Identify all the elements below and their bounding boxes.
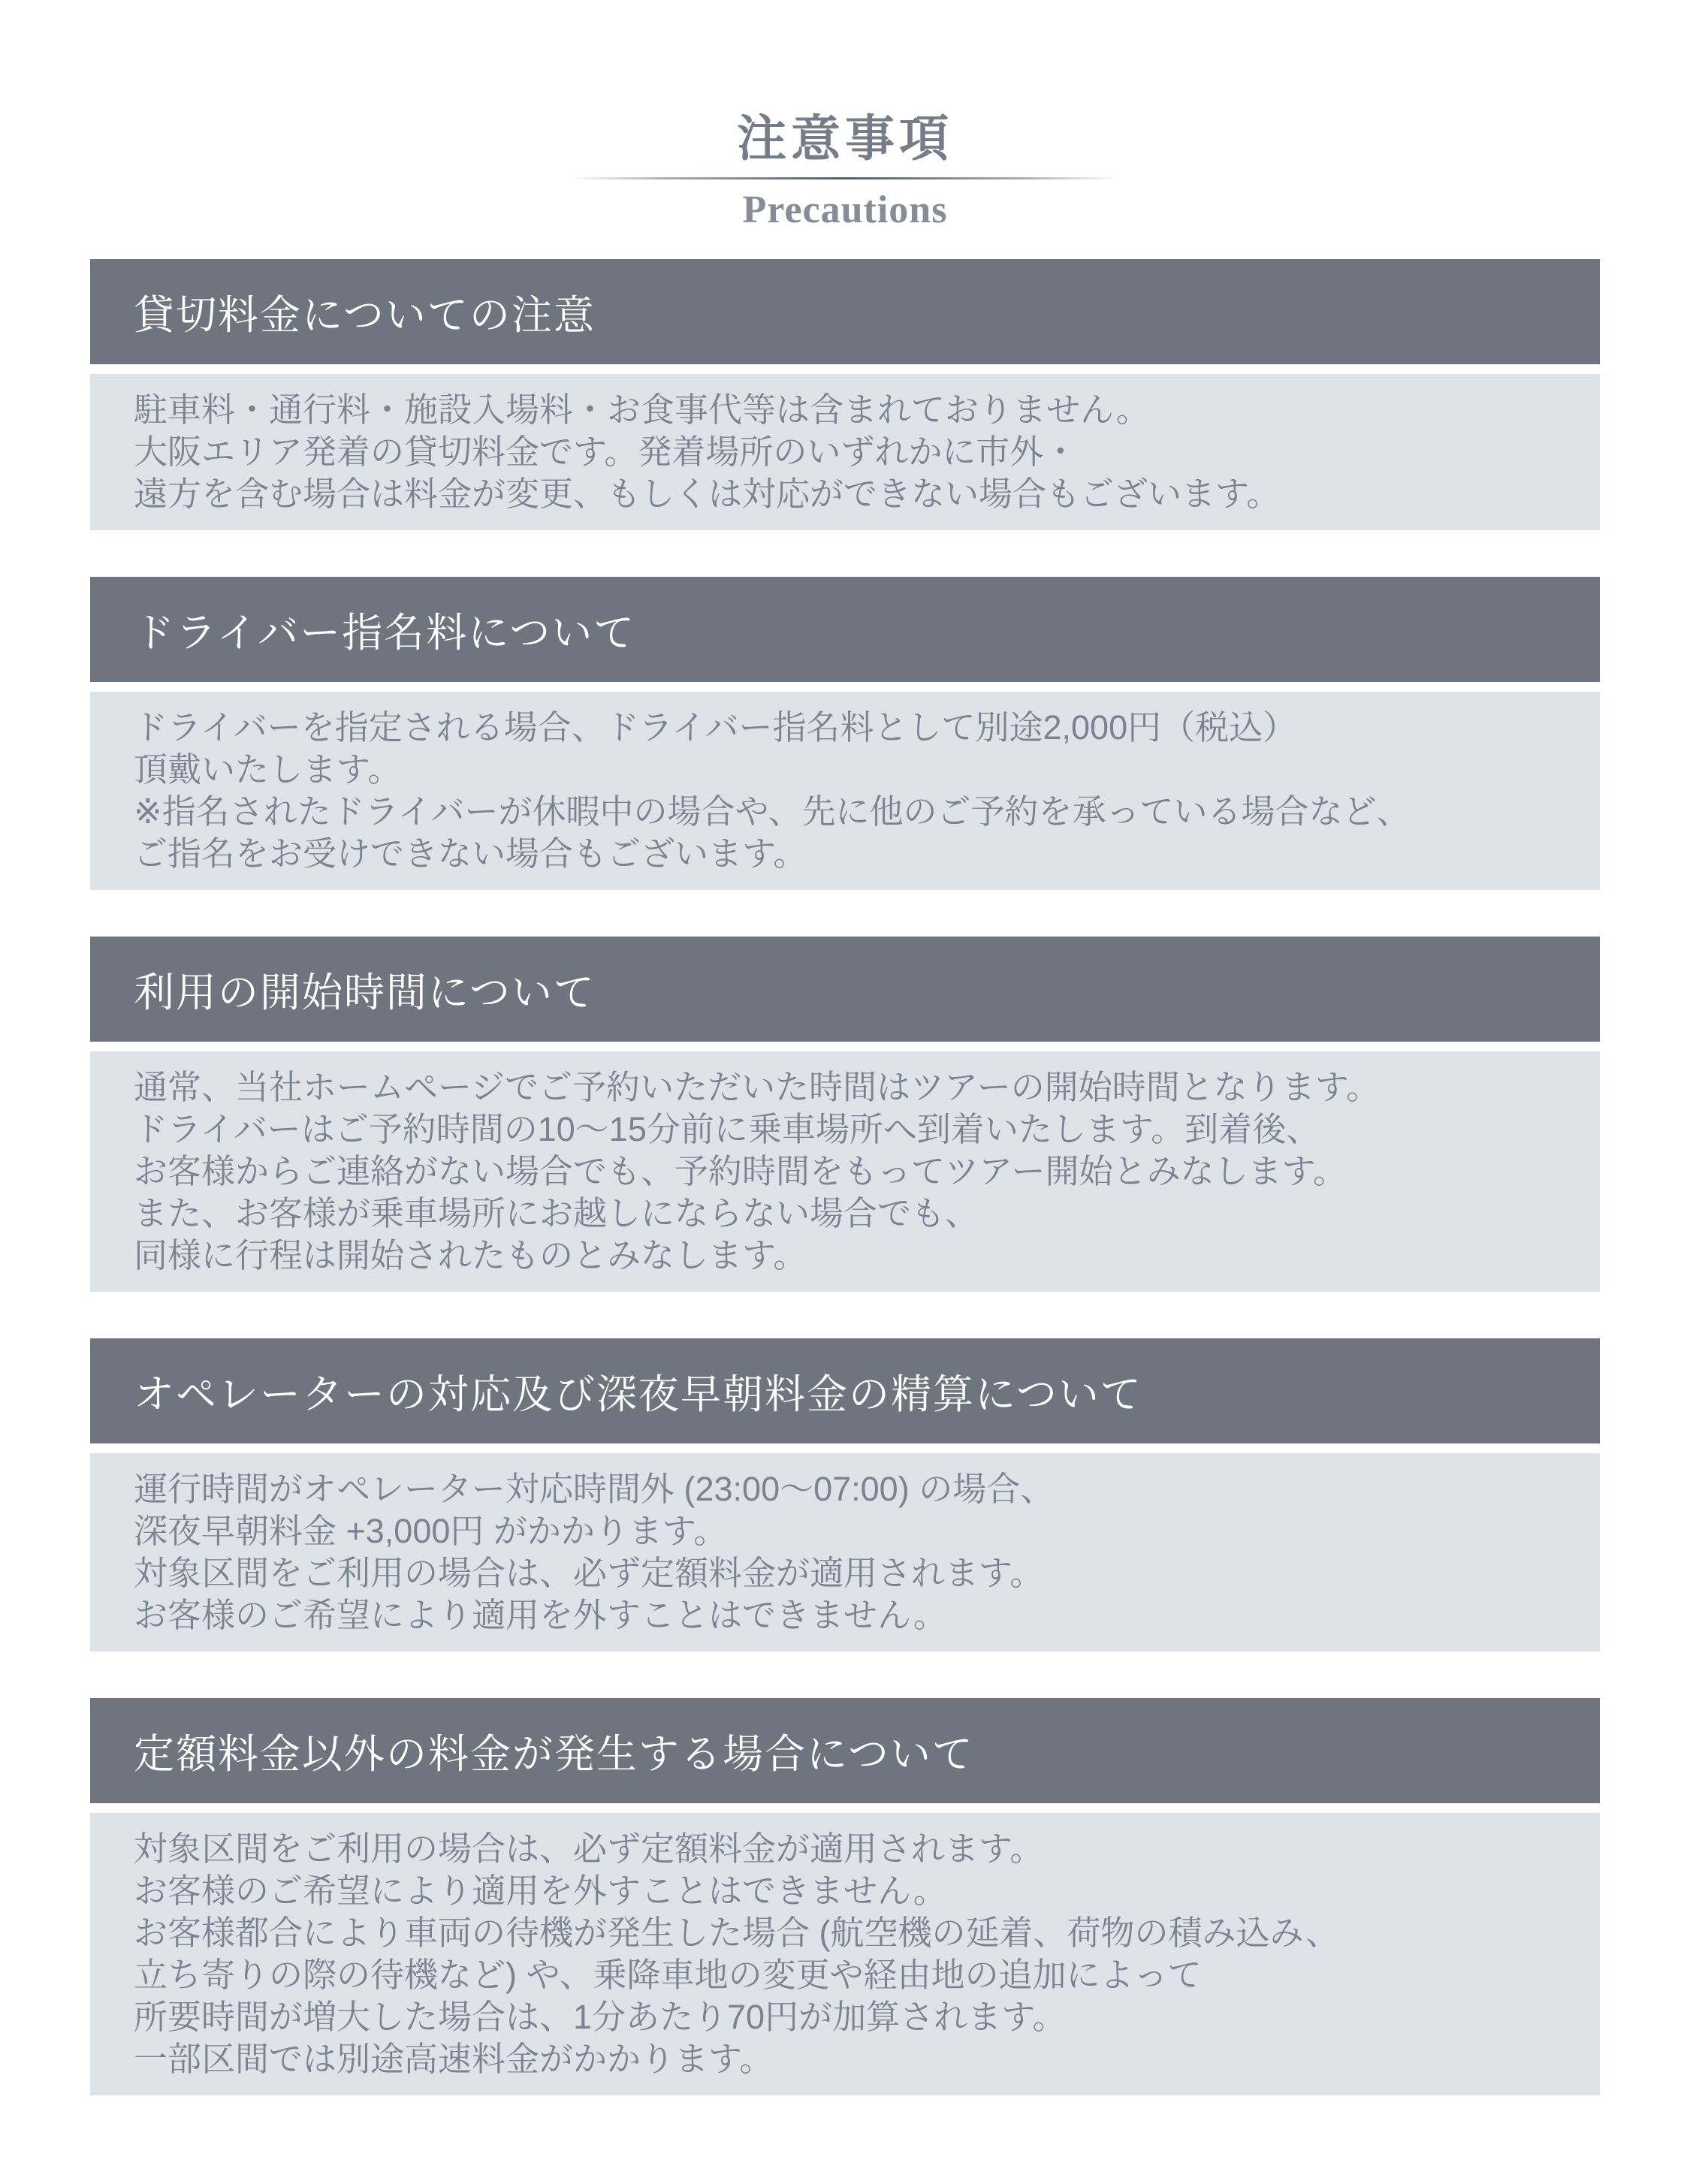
section-body — [90, 374, 1600, 530]
body-line: 一部区間では別途高速料金がかかります。 — [134, 2040, 774, 2078]
body-line: お客様からご連絡がない場合でも、予約時間をもってツアー開始とみなします。 — [134, 1152, 1347, 1190]
body-line: 頂戴いたします。 — [134, 750, 402, 789]
section-body — [90, 1051, 1600, 1292]
section-header: オペレーターの対応及び深夜早朝料金の精算について — [90, 1338, 1600, 1443]
body-line: また、お客様が乗車場所にお越しにならない場合でも、 — [134, 1194, 979, 1232]
section-body — [90, 1813, 1600, 2095]
notice-section — [90, 937, 1600, 1292]
body-line: 所要時間が増大した場合は、1分あたり70円が加算されます。 — [134, 1998, 1067, 2036]
body-line: ドライバーを指定される場合、ドライバー指名料として別途2,000円（税込） — [134, 708, 1297, 747]
section-header: 利用の開始時間について — [90, 937, 1600, 1042]
body-line: 通常、当社ホームページでご予約いただいた時間はツアーの開始時間となります。 — [134, 1068, 1381, 1106]
section-body — [90, 692, 1600, 890]
section-header: 定額料金以外の料金が発生する場合について — [90, 1698, 1600, 1803]
body-line: 運行時間がオペレーター対応時間外 (23:00〜07:00) の場合、 — [134, 1470, 1055, 1508]
page-subtitle: Precautions — [742, 189, 948, 231]
body-line: ご指名をお受けできない場合もございます。 — [134, 834, 807, 873]
notice-section — [90, 577, 1600, 890]
body-line: ※指名されたドライバーが休暇中の場合や、先に他のご予約を承っている場合など、 — [134, 792, 1411, 831]
body-line: お客様のご希望により適用を外すことはできません。 — [134, 1596, 947, 1634]
sections-list — [90, 259, 1600, 2095]
notice-section — [90, 1698, 1600, 2095]
section-header: 貸切料金についての注意 — [90, 259, 1600, 364]
title-block — [0, 0, 1690, 232]
body-line: 同様に行程は開始されたものとみなします。 — [134, 1236, 807, 1275]
body-line: 対象区間をご利用の場合は、必ず定額料金が適用されます。 — [134, 1554, 1044, 1592]
body-line: 対象区間をご利用の場合は、必ず定額料金が適用されます。 — [134, 1830, 1044, 1868]
body-line: 深夜早朝料金 +3,000円 がかかります。 — [134, 1512, 728, 1550]
section-body — [90, 1453, 1600, 1652]
title-divider — [571, 177, 1119, 179]
page-title: 注意事項 — [737, 110, 953, 166]
section-header: ドライバー指名料について — [90, 577, 1600, 682]
body-line: 駐車料・通行料・施設入場料・お食事代等は含まれておりません。 — [134, 391, 1150, 429]
body-line: 大阪エリア発着の貸切料金です。発着場所のいずれかに市外・ — [134, 433, 1078, 471]
body-line: ドライバーはご予約時間の10〜15分前に乗車場所へ到着いたします。到着後、 — [134, 1110, 1320, 1148]
notice-section — [90, 1338, 1600, 1652]
body-line: 遠方を含む場合は料金が変更、もしくは対応ができない場合もございます。 — [134, 475, 1281, 513]
body-line: お客様都合により車両の待機が発生した場合 (航空機の延着、荷物の積み込み、 — [134, 1914, 1340, 1952]
body-line: お客様のご希望により適用を外すことはできません。 — [134, 1872, 947, 1910]
body-line: 立ち寄りの際の待機など) や、乗降車地の変更や経由地の追加によって — [134, 1956, 1202, 1994]
notice-section — [90, 259, 1600, 530]
